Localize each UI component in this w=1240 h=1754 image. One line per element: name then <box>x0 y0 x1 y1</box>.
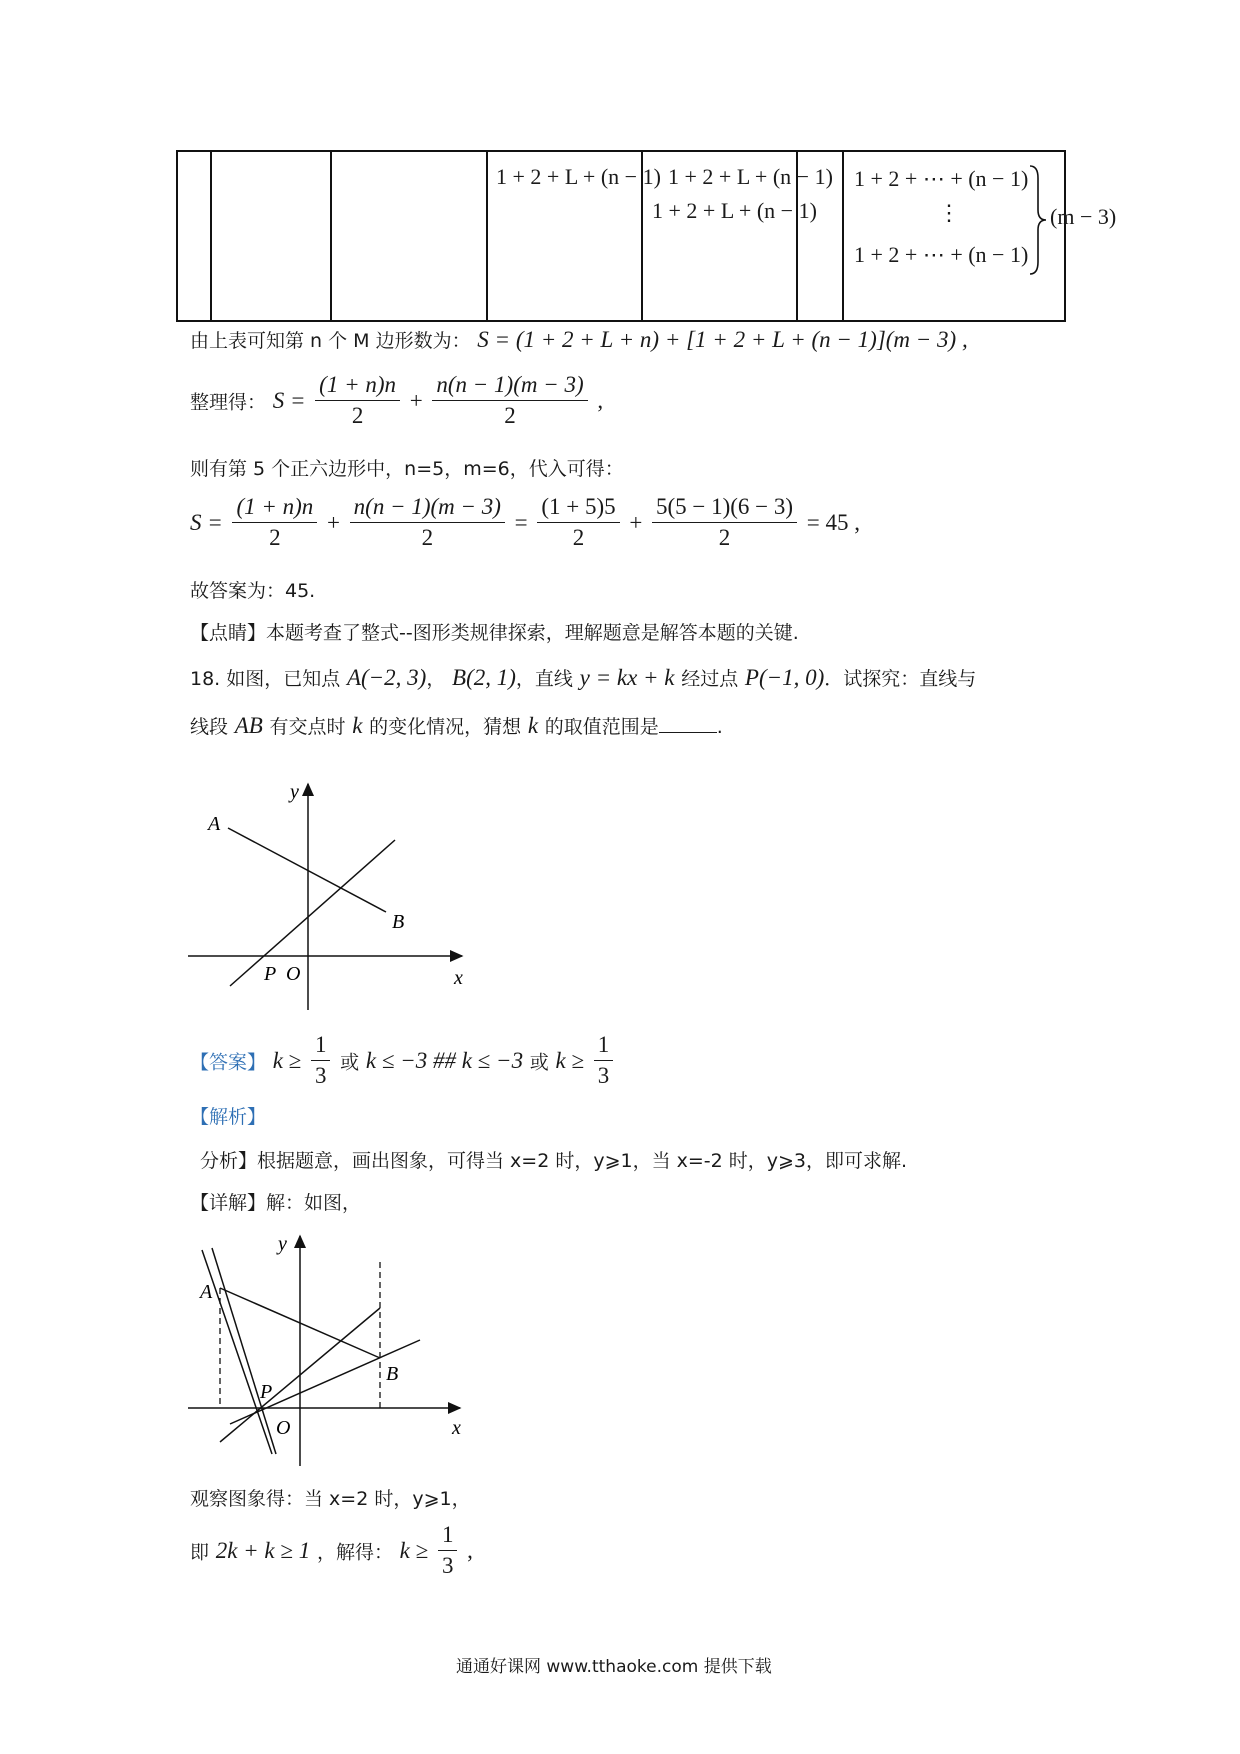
paragraph-simplify: 整理得： S = $\frac{(1 + n)n}{2}$ + $\frac{n(n - 1)(m - 3)}{2}$ , <box>190 372 604 429</box>
label-A: A <box>208 813 221 835</box>
steep-line-1 <box>202 1250 272 1454</box>
final-inequality: 即 2k + k ≥ 1 ，解得： k ≥ $\frac{1}{3}$ , <box>190 1522 473 1579</box>
paragraph-comment: 【点睛】本题考查了整式--图形类规律探索，理解题意是解答本题的关键. <box>190 622 799 644</box>
table-divider <box>330 152 332 320</box>
figure-1-graph <box>180 780 480 1020</box>
label-x: x <box>454 967 463 989</box>
answer-blank <box>659 714 717 733</box>
label-P: P <box>260 1381 273 1403</box>
question-18-line1: 18. 如图，已知点 A(−2, 3)， B(2, 1)，直线 y = kx + k 经过点 P(−1, 0)．试探究：直线与 <box>190 665 977 690</box>
question-18-line2: 线段 AB 有交点时 k 的变化情况，猜想 k 的取值范围是 . <box>190 713 723 738</box>
line-through-P <box>230 840 395 986</box>
table-cell-col7-factor: (m − 3) <box>1050 204 1117 229</box>
paragraph-answer-45: 故答案为：45. <box>190 580 316 602</box>
label-y: y <box>290 781 299 803</box>
paragraph-computation: S = $\frac{(1 + n)n}{2}$ + $\frac{n(n - 1)(m - 3)}{2}$ = $\frac{(1 + 5)5}{2}$ + $\frac{5(5 - 1)(6 - 3)}{2}$ = 45 , <box>190 494 860 551</box>
segment-AB <box>228 828 386 912</box>
table-divider <box>842 152 844 320</box>
table-divider <box>486 152 488 320</box>
answer-line: 【答案】 k ≥ $\frac{1}{3}$ 或 k ≤ −3 ## k ≤ −3 或 k ≥ $\frac{1}{3}$ <box>190 1032 616 1090</box>
observation-text: 观察图象得：当 x=2 时，y⩾1， <box>190 1488 471 1510</box>
label-B: B <box>386 1363 399 1385</box>
label-O: O <box>286 963 301 985</box>
figure-2-graph <box>180 1228 480 1468</box>
footer-credit: 通通好课网 www.tthaoke.com 提供下载 <box>456 1657 772 1677</box>
label-O: O <box>276 1417 291 1439</box>
sequence-table <box>176 150 1117 322</box>
label-A: A <box>200 1281 213 1303</box>
label-P: P <box>264 963 277 985</box>
analysis-text: 分析】根据题意，画出图象，可得当 x=2 时，y⩾1，当 x=-2 时，y⩾3，即可求解. <box>200 1150 908 1172</box>
fraction: $\frac{n(n - 1)(m - 3)}{2}$ <box>432 372 587 430</box>
table-cell-col7-dots: ⋮ <box>938 200 960 225</box>
label-B: B <box>392 911 405 933</box>
table-cell-col5: 1 + 2 + L + (n − 1) <box>652 198 817 223</box>
paragraph-general-formula: 由上表可知第 n 个 M 边形数为： S = (1 + 2 + L + n) + [1 + 2 + L + (n − 1)](m − 3) , <box>190 327 968 352</box>
steep-line-2 <box>212 1248 276 1454</box>
paragraph-substitute: 则有第 5 个正六边形中，n=5，m=6，代入可得： <box>190 458 624 480</box>
table-cell-col4: 1 + 2 + L + (n − 1) <box>496 164 661 189</box>
label-x: x <box>452 1417 461 1439</box>
table-cell-col7-top: 1 + 2 + ⋯ + (n − 1) <box>854 166 1029 191</box>
table-cell-col7-bottom: 1 + 2 + ⋯ + (n − 1) <box>854 242 1029 267</box>
table-divider <box>210 152 212 320</box>
fraction: $\frac{(1 + n)n}{2}$ <box>315 372 400 430</box>
detail-text: 【详解】解：如图， <box>190 1192 362 1214</box>
right-brace <box>1028 164 1052 276</box>
table-cell-col5-top: 1 + 2 + L + (n − 1) <box>668 164 833 189</box>
label-y: y <box>278 1233 287 1255</box>
analysis-tag: 【解析】 <box>190 1106 267 1128</box>
